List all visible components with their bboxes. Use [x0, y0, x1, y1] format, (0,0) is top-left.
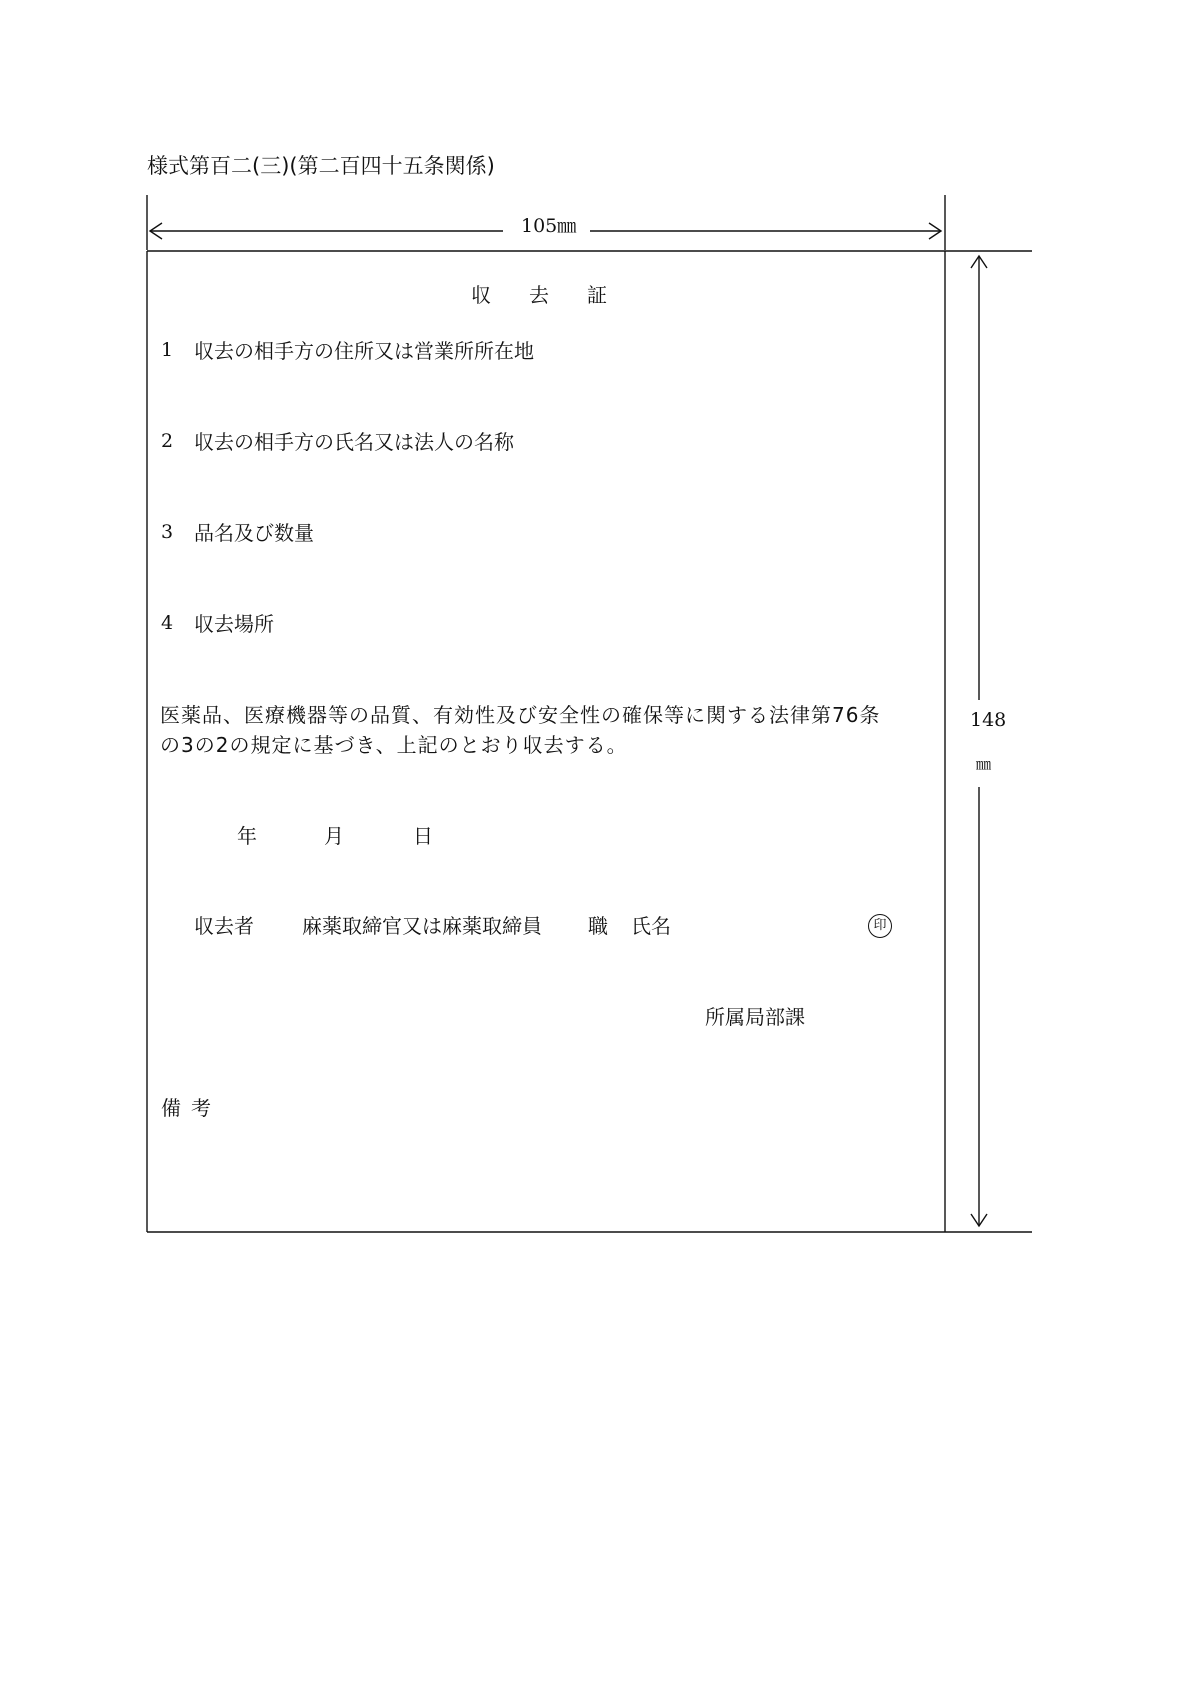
width-dimension-label: 105㎜ — [521, 215, 577, 237]
form-title: 様式第百二(三)(第二百四十五条関係) — [147, 154, 495, 178]
date-month-label: 月 — [324, 824, 344, 848]
collector-title: 職 — [588, 914, 608, 938]
collector-label: 収去者 — [194, 914, 254, 938]
item-number-3: 3 — [161, 521, 174, 543]
statement-line-1: 医薬品、医療機器等の品質、有効性及び安全性の確保等に関する法律第76条 — [160, 703, 881, 727]
item-number-1: 1 — [161, 339, 174, 361]
seal-mark: 印 — [868, 914, 892, 938]
remarks-label: 備考 — [161, 1096, 221, 1120]
item-text-name: 収去の相手方の氏名又は法人の名称 — [194, 430, 514, 454]
affiliation-label: 所属局部課 — [705, 1005, 805, 1029]
item-number-4: 4 — [161, 612, 174, 634]
collector-role: 麻薬取締官又は麻薬取締員 — [302, 914, 542, 938]
date-year-label: 年 — [237, 824, 257, 848]
item-text-location: 収去場所 — [194, 612, 274, 636]
statement-line-2: の3の2の規定に基づき、上記のとおり収去する。 — [160, 733, 628, 757]
height-dimension-label: 148 — [970, 709, 1007, 731]
date-day-label: 日 — [413, 824, 433, 848]
certificate-heading: 収去証 — [471, 283, 645, 307]
item-number-2: 2 — [161, 430, 174, 452]
height-dimension-unit: ㎜ — [976, 755, 992, 773]
item-text-product: 品名及び数量 — [194, 521, 314, 545]
item-text-address: 収去の相手方の住所又は営業所所在地 — [194, 339, 534, 363]
collector-name-label: 氏名 — [631, 914, 671, 938]
